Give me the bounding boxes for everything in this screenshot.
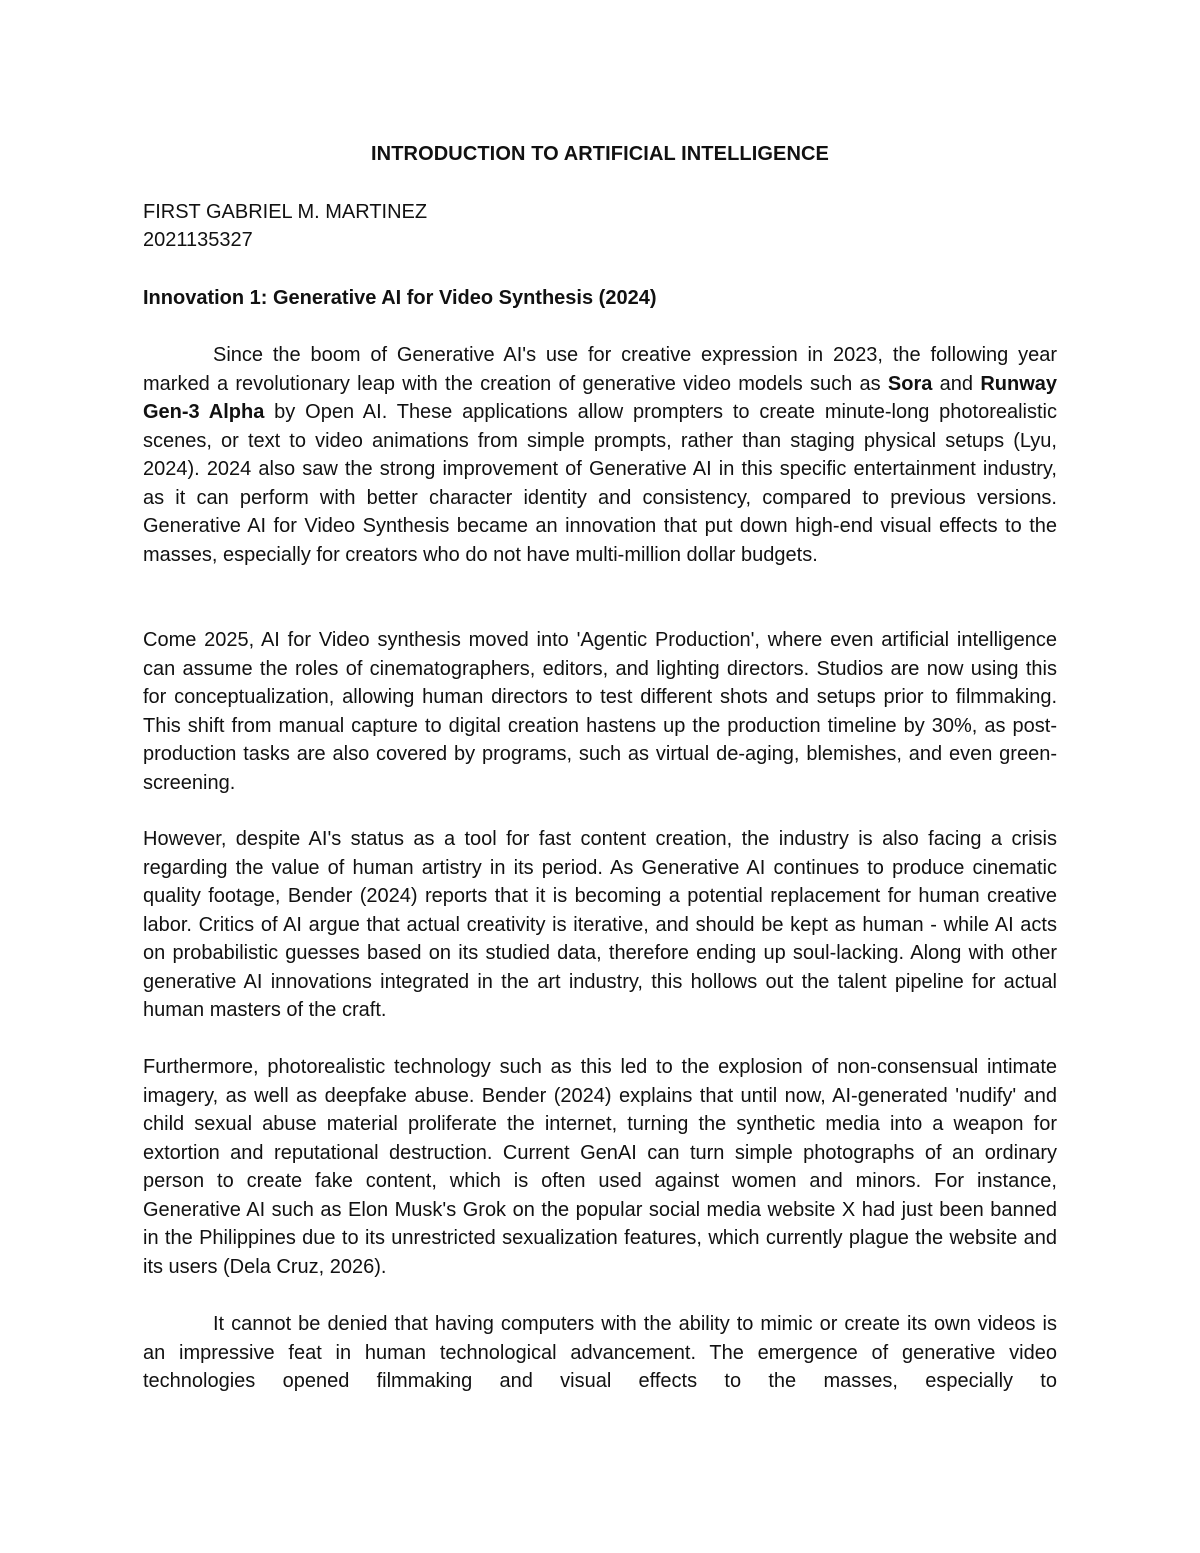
paragraph-2: Come 2025, AI for Video synthesis moved into 'Agentic Production', where even artificial intelligence can assume the roles of cinematographers, editors, and lighting directors. Studios are now using this for conceptualization, allowing human directors to test different shots and setups prior to filmmaking. This shift from manual capture to digital creation hastens up the production timeline by 30%, as post-production tasks are also covered by programs, such as virtual de-aging, blemishes, and even green-screening.	[143, 629, 1057, 794]
paragraph-1-bold-sora: Sora	[887, 372, 933, 395]
paragraph-4: Furthermore, photorealistic technology such as this led to the explosion of non-consensual intimate imagery, as well as deepfake abuse. Bender (2024) explains that until now, AI-generated 'nudify' and child sexual abuse material proliferate the internet, turning the synthetic media into a weapon for extortion and reputational destruction. Current GenAI can turn simple photographs of an ordinary person to create fake content, which is often used against women and minors. For instance, Generative AI such as Elon Musk's Grok on the popular social media website X had just been banned in the Philippines due to its unrestricted sexualization features, which currently plague the website and its users (Dela Cruz, 2026).	[143, 1056, 1057, 1278]
section-heading: Innovation 1: Generative AI for Video Synthesis (2024)	[143, 287, 657, 309]
paragraph-1-bold-runway: Runway Gen-3 Alpha	[143, 372, 1057, 423]
paragraph-5: It cannot be denied that having computers with the ability to mimic or create its own videos is an impressive feat in human technological advancement. The emergence of generative video technologies opened filmmaking and visual effects to the masses, especially to	[143, 1313, 1057, 1392]
document-title: INTRODUCTION TO ARTIFICIAL INTELLIGENCE	[371, 143, 829, 165]
paragraph-1-text-b: and	[932, 372, 981, 395]
author-name: FIRST GABRIEL M. MARTINEZ	[143, 201, 428, 223]
paragraph-1-text-c: by Open AI. These applications allow prompters to create minute-long photorealistic scenes, or text to video animations from simple prompts, rather than staging physical setups (Lyu, 2024). 2024 also saw the strong improvement of Generative AI in this specific entertainment industry, as it can perform with better character identity and consistency, compared to previous versions. Generative AI for Video Synthesis became an innovation that put down high-end visual effects to the masses, especially for creators who do not have multi-million dollar budgets.	[143, 401, 1057, 566]
paragraph-3: However, despite AI's status as a tool for fast content creation, the industry is also facing a crisis regarding the value of human artistry in its period. As Generative AI continues to produce cinematic quality footage, Bender (2024) reports that it is becoming a potential replacement for human creative labor. Critics of AI argue that actual creativity is iterative, and should be kept as human - while AI acts on probabilistic guesses based on its studied data, therefore ending up soul-lacking. Along with other generative AI innovations integrated in the art industry, this hollows out the talent pipeline for actual human masters of the craft.	[143, 828, 1057, 1021]
student-id: 2021135327	[143, 229, 253, 251]
paragraph-1-text-a: Since the boom of Generative AI's use for creative expression in 2023, the following year marked a revolutionary leap with the creation of generative video models such as	[143, 344, 1057, 395]
paragraph-1	[143, 341, 1057, 569]
